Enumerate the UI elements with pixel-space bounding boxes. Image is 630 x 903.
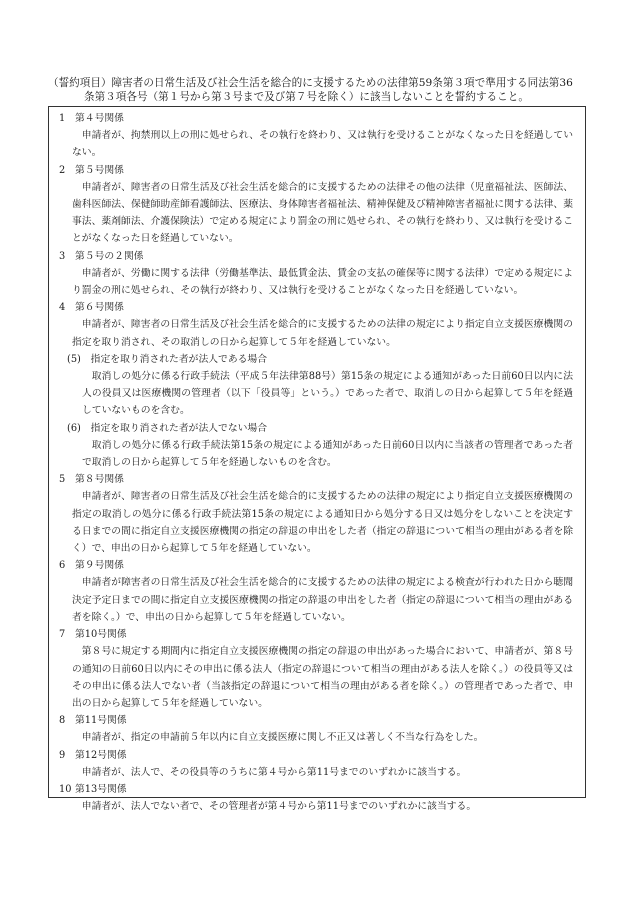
item-heading: 第11号関係 (75, 715, 127, 727)
subitem-heading: (5) 指定を取り消された者が法人である場合 (67, 353, 268, 365)
item-body: 申請者が、指定の申請前５年以内に自立支援医療に関し不正又は著しく不当な行為をした。 (81, 732, 484, 744)
oath-item (59, 110, 573, 162)
title-line-1: （誓約項目）障害者の日常生活及び社会生活を総合的に支援するための法律第59条第３項で準用する同法第36 (48, 77, 573, 89)
oath-item (59, 557, 573, 626)
item-number: 6 (59, 560, 66, 572)
oath-item (59, 781, 573, 815)
oath-item (59, 712, 573, 746)
oath-items-box (48, 106, 586, 813)
oath-item (59, 747, 573, 781)
item-heading: 第９号関係 (75, 560, 124, 572)
item-body: 申請者が、拘禁刑以上の刑に処せられ、その執行を終わり、又は執行を受けることがなくなった日を経過していない。 (72, 130, 573, 159)
item-heading: 第５号関係 (75, 164, 124, 176)
item-body: 申請者が、障害者の日常生活及び社会生活を総合的に支援するための法律の規定により指定自立支援医療機関の指定を取り消され、その取消しの日から起算して５年を経過していない。 (72, 319, 573, 348)
item-body: 申請者が、法人で、その役員等のうちに第４号から第11号までのいずれかに該当する。 (81, 766, 467, 778)
item-heading: 第８号関係 (75, 474, 124, 486)
oath-item (59, 626, 573, 712)
item-heading: 第13号関係 (75, 783, 127, 795)
oath-title (48, 77, 593, 104)
item-number: 8 (59, 715, 66, 727)
item-heading: 第10号関係 (75, 629, 127, 641)
item-body: 申請者が障害者の日常生活及び社会生活を総合的に支援するための法律の規定による検査が行われた日から聴聞決定予定日までの間に指定自立支援医療機関の指定の辞退の申出をした者（指定の辞退について相当の理由がある者を除く。）で、申出の日から起算して５年を経過していない。 (72, 577, 573, 623)
item-body: 申請者が、障害者の日常生活及び社会生活を総合的に支援するための法律の規定により指定自立支援医療機関の指定の取消しの処分に係る行政手続法第15条の規定による通知日から処分する日又は処分をしないことを決定する日までの間に指定自立支援医療機関の指定の辞退の申出をした者（指定の辞退について相当の理由がある者を除く）で、申出の日から起算して５年を経過していない。 (72, 491, 573, 555)
title-line-2: 条第３項各号（第１号から第３号まで及び第７号を除く）に該当しないことを誓約すること。 (84, 90, 529, 103)
item-body: 第８号に規定する期間内に指定自立支援医療機関の指定の辞退の申出があった場合において、申請者が、第８号の通知の日前60日以内にその申出に係る法人（指定の辞退について相当の理由がある法人を除く。）の役員等又はその申出に係る法人でない者（当該指定の辞退について相当の理由がある者を除く。）の管理者であった者で、申出の日から起算して５年を経過していない。 (72, 646, 573, 709)
subitem-body: 取消しの処分に係る行政手続法（平成５年法律第88号）第15条の規定による通知があった日前60日以内に法人の役員又は医療機関の管理者（以下「役員等」という。）であった者で、取消しの日から起算して５年を経過していないものを含む。 (82, 371, 573, 417)
item-heading: 第６号関係 (75, 302, 124, 314)
item-heading: 第５号の２関係 (75, 250, 144, 262)
subitem-heading: (6) 指定を取り消された者が法人でない場合 (67, 422, 268, 434)
oath-subitem (59, 420, 573, 472)
item-number: 3 (59, 250, 66, 262)
oath-item (59, 471, 573, 557)
subitem-body: 取消しの処分に係る行政手続法第15条の規定による通知があった日前60日以内に当該者の管理者であった者で取消しの日から起算して５年を経過しないものを含む。 (82, 439, 573, 469)
item-body: 申請者が、障害者の日常生活及び社会生活を総合的に支援するための法律その他の法律（児童福祉法、医師法、歯科医師法、保健師助産師看護師法、医療法、身体障害者福祉法、精神保健及び精神障害者福祉に関する法律、薬事法、薬剤師法、介護保険法）で定める規定により罰金の刑に処せられ、その執行を終わり、又は執行を受けることがなくなった日を経過していない。 (72, 181, 573, 245)
oath-item (59, 248, 573, 300)
item-number: 2 (59, 164, 66, 176)
item-body: 申請者が、労働に関する法律（労働基準法、最低賃金法、賃金の支払の確保等に関する法律）で定める規定により罰金の刑に処せられ、その執行が終わり、又は執行を受けることがなくなった日を経過していない。 (72, 267, 573, 297)
item-number: 1 (59, 113, 66, 124)
item-number: 9 (59, 749, 66, 761)
oath-item (59, 299, 573, 351)
item-number: 7 (59, 629, 66, 641)
oath-item (59, 162, 573, 248)
item-heading: 第４号関係 (75, 113, 124, 124)
item-number: 5 (59, 474, 66, 486)
oath-subitem (59, 351, 573, 420)
item-number: 10 (59, 783, 72, 795)
item-heading: 第12号関係 (75, 749, 127, 761)
item-body: 申請者が、法人でない者で、その管理者が第４号から第11号までのいずれかに該当する。 (81, 801, 477, 813)
item-number: 4 (59, 302, 66, 314)
